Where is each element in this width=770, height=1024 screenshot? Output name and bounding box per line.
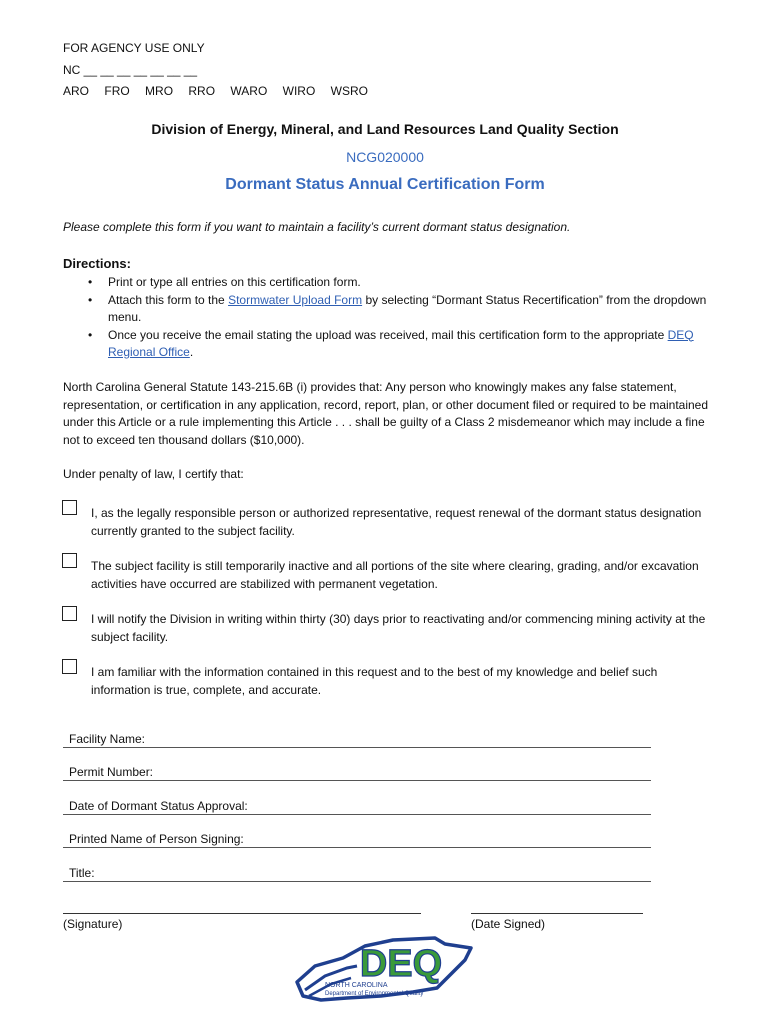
direction-text: . — [189, 345, 194, 359]
certification-text: I, as the legally responsible person or authorized representative, request renewal of the dormant status designation currently granted to the subject facility. — [91, 506, 702, 538]
printed-name-field[interactable] — [63, 829, 651, 848]
signature-line[interactable] — [63, 913, 421, 914]
agency-use-label: FOR AGENCY USE ONLY — [63, 41, 205, 55]
signature-label: (Signature) — [63, 917, 123, 931]
direction-text: Print or type all entries on this certification form. — [108, 275, 361, 289]
intro-text: Please complete this form if you want to maintain a facility’s current dormant status designation. — [63, 220, 571, 234]
division-heading: Division of Energy, Mineral, and Land Resources Land Quality Section — [151, 121, 619, 137]
direction-text: Once you receive the email stating the upload was received, mail this certification form to the appropriate — [108, 327, 668, 342]
field-label: Date of Dormant Status Approval: — [69, 799, 248, 813]
agency-use-block — [63, 38, 380, 103]
direction-item — [108, 292, 713, 327]
certification-item — [62, 504, 712, 540]
certification-checkbox[interactable] — [62, 659, 77, 674]
penalty-statement: Under penalty of law, I certify that: — [63, 467, 244, 481]
certification-checkbox[interactable] — [62, 606, 77, 621]
office-code: FRO — [104, 84, 130, 98]
facility-name-field[interactable] — [63, 729, 651, 748]
office-code: MRO — [145, 84, 174, 98]
office-code: WSRO — [330, 84, 368, 98]
certification-text: The subject facility is still temporarily inactive and all portions of the site where clearing, grading, and/or excavation activities have occurred are stabilized with permanent vegetation. — [91, 559, 699, 591]
date-signed-label: (Date Signed) — [471, 917, 546, 931]
deq-logo-word: DEQ — [359, 943, 443, 985]
deq-logo-graphic — [295, 936, 475, 1010]
form-title: Dormant Status Annual Certification Form — [225, 176, 545, 193]
regional-offices-list — [63, 81, 380, 103]
certification-text: I am familiar with the information contained in this request and to the best of my knowledge and belief such information is true, complete, and accurate. — [91, 665, 658, 697]
direction-item — [108, 274, 713, 292]
direction-text: Attach this form to the — [108, 292, 229, 307]
approval-date-field[interactable] — [63, 796, 651, 815]
deq-logo — [295, 936, 475, 1010]
stormwater-upload-form-link[interactable]: Stormwater Upload Form — [228, 292, 363, 307]
field-label: Title: — [69, 866, 95, 880]
directions-heading: Directions: — [63, 256, 131, 271]
certification-item — [62, 663, 712, 699]
directions-list — [63, 274, 713, 362]
deq-regional-office-link[interactable]: DEQ Regional Office — [108, 327, 694, 359]
certification-checkbox[interactable] — [62, 553, 77, 568]
field-label: Printed Name of Person Signing: — [69, 832, 244, 846]
direction-item — [108, 327, 713, 362]
deq-logo-state: NORTH CAROLINA — [325, 982, 388, 989]
certification-item — [62, 610, 712, 646]
date-signed-line[interactable] — [471, 913, 643, 914]
permit-code: NCG020000 — [346, 149, 424, 165]
certification-checkbox[interactable] — [62, 500, 77, 515]
deq-logo-department: Department of Environmental Quality — [325, 991, 424, 997]
title-field[interactable] — [63, 863, 651, 882]
directions-section — [63, 256, 713, 362]
nc-number-line: NC __ __ __ __ __ __ __ — [63, 62, 198, 77]
office-code: ARO — [63, 84, 90, 98]
field-label: Facility Name: — [69, 732, 146, 746]
certification-text: I will notify the Division in writing within thirty (30) days prior to reactivating and/or commencing mining activity at the subject facility. — [91, 612, 706, 644]
direction-text: by selecting “Dormant Status Recertification” from the dropdown menu. — [108, 292, 707, 324]
office-code: WARO — [230, 84, 268, 98]
certification-item — [62, 557, 712, 593]
field-label: Permit Number: — [69, 765, 154, 779]
statute-text: North Carolina General Statute 143-215.6B (i) provides that: Any person who knowingly makes any false statement, representation, or certification in any application, record, report, plan, or other document filed or required to be maintained under this Article or a rule implementing this Article . . . shall be guilty of a Class 2 misdemeanor which may include a fine not to exceed ten thousand dollars ($10,000). — [63, 380, 709, 447]
permit-number-field[interactable] — [63, 762, 651, 781]
office-code: RRO — [188, 84, 216, 98]
office-code: WIRO — [282, 84, 316, 98]
